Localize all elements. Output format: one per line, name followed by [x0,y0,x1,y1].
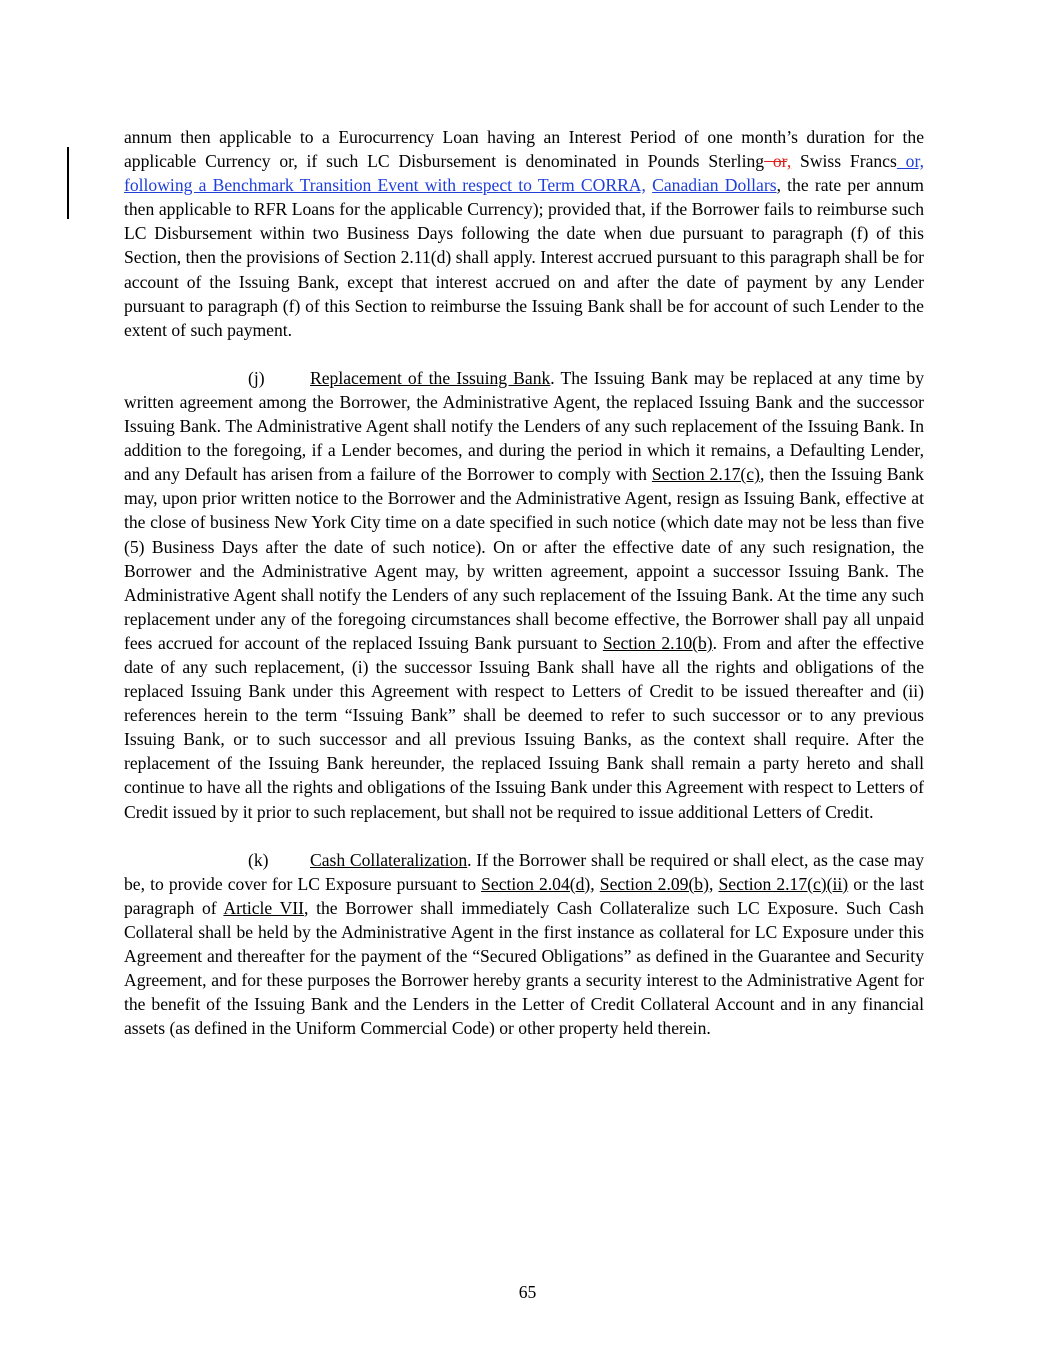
cross-reference-section-2-17c: Section 2.17(c) [651,464,760,485]
p2-text-c: . From and after the effective date of any such replacement, (i) the successor Issuing Bank shall have all the rights and obligations of the replaced Issuing Bank under this Agreement with respect to Letters of Credit to be issued thereafter and (ii) references herein to the term “Issuing Bank” shall be deemed to refer to such successor or to any previous Issuing Bank, or to such successor and all previous Issuing Banks, as the context shall require. After the replacement of the Issuing Bank hereunder, the replaced Issuing Bank shall remain a party hereto and shall continue to have all the rights and obligations of the Issuing Bank under this Agreement with respect to Letters of Credit issued by it prior to such replacement, but shall not be required to issue additional Letters of Credit. [124,632,924,822]
inserted-comma: , [786,151,792,172]
paragraph-interest-accrual [124,125,924,342]
p3-text-d: or the last paragraph of [124,873,925,918]
p3-text-b: , [590,873,600,894]
inserted-text-corra: or, following a Benchmark Transition Event with respect to Term CORRA, [124,151,925,196]
p2-text-a: . The Issuing Bank may be replaced at any time by written agreement among the Borrower, the Administrative Agent, the replaced Issuing Bank and the successor Issuing Bank. The Administrative Agent shall notify the Lenders of any such replacement of the Issuing Bank. In addition to the foregoing, if a Lender becomes, and during the period in which it remains, a Defaulting Lender, and any Default has arisen from a failure of the Borrower to comply with [124,367,924,485]
deleted-text: or [764,151,787,172]
cross-reference-section-2-17cii: Section 2.17(c)(ii) [718,873,849,894]
inserted-text-canadian-dollars: Canadian Dollars [652,175,777,196]
p3-text-c: , [708,873,719,894]
page-number: 65 [518,1282,537,1302]
cross-reference-article-vii: Article VII [223,897,305,918]
cross-reference-section-2-09b: Section 2.09(b) [599,873,709,894]
p1-text-d: , the rate per annum then applicable to RFR Loans for the applicable Currency); provided that, if the Borrower fails to reimburse such LC Disbursement within two Business Days following the date when due pursuant to paragraph (f) of this Section, then the provisions of Section 2.11(d) shall apply. Interest accrued pursuant to this paragraph shall be for account of the Issuing Bank, except that interest accrued on and after the date of payment by any Lender pursuant to paragraph (f) of this Section to reimburse the Issuing Bank shall be for account of such Lender to the extent of such payment. [124,175,924,340]
paragraph-cash-collateralization [124,848,924,1041]
document-page [124,125,924,1040]
p2-text-b: , then the Issuing Bank may, upon prior written notice to the Borrower and the Administrative Agent, resign as Issuing Bank, effective at the close of business New York City time on a date specified in such notice (which date may not be less than five (5) Business Days after the date of such notice). On or after the effective date of any such resignation, the Borrower and the Administrative Agent may, by written agreement, appoint a successor Issuing Bank. The Administrative Agent shall notify the Lenders of any such replacement of the Issuing Bank. At the time any such replacement under any of the foregoing circumstances shall become effective, the Borrower shall pay all unpaid fees accrued for account of the replaced Issuing Bank pursuant to [124,464,924,653]
clause-heading-replacement: Replacement of the Issuing Bank [310,367,551,388]
paragraph-replacement-of-issuing-bank [124,366,924,824]
cross-reference-section-2-04d: Section 2.04(d) [481,873,591,894]
p3-text-a: . If the Borrower shall be required or shall elect, as the case may be, to provide cover for LC Exposure pursuant to [124,849,924,894]
p1-text-a: annum then applicable to a Eurocurrency Loan having an Interest Period of one month’s duration for the applicable Currency or, if such LC Disbursement is denominated in Pounds Sterling [124,127,924,172]
revision-change-bar [67,147,69,219]
clause-label-k: (k) [248,849,269,870]
clause-heading-cash-collateralization: Cash Collateralization [310,849,468,870]
clause-label-j: (j) [248,367,265,388]
p1-text-b: Swiss Francs [791,151,897,172]
p3-text-e: , the Borrower shall immediately Cash Collateralize such LC Exposure. Such Cash Collateral shall be held by the Administrative Agent in the first instance as collateral for LC Exposure under this Agreement and thereafter for the payment of the “Secured Obligations” as defined in the Guarantee and Security Agreement, and for these purposes the Borrower hereby grants a security interest to the Administrative Agent for the benefit of the Issuing Bank and the Lenders in the Letter of Credit Collateral Account and in any financial assets (as defined in the Uniform Commercial Code) or other property held therein. [124,897,924,1039]
cross-reference-section-2-10b: Section 2.10(b) [602,632,713,653]
